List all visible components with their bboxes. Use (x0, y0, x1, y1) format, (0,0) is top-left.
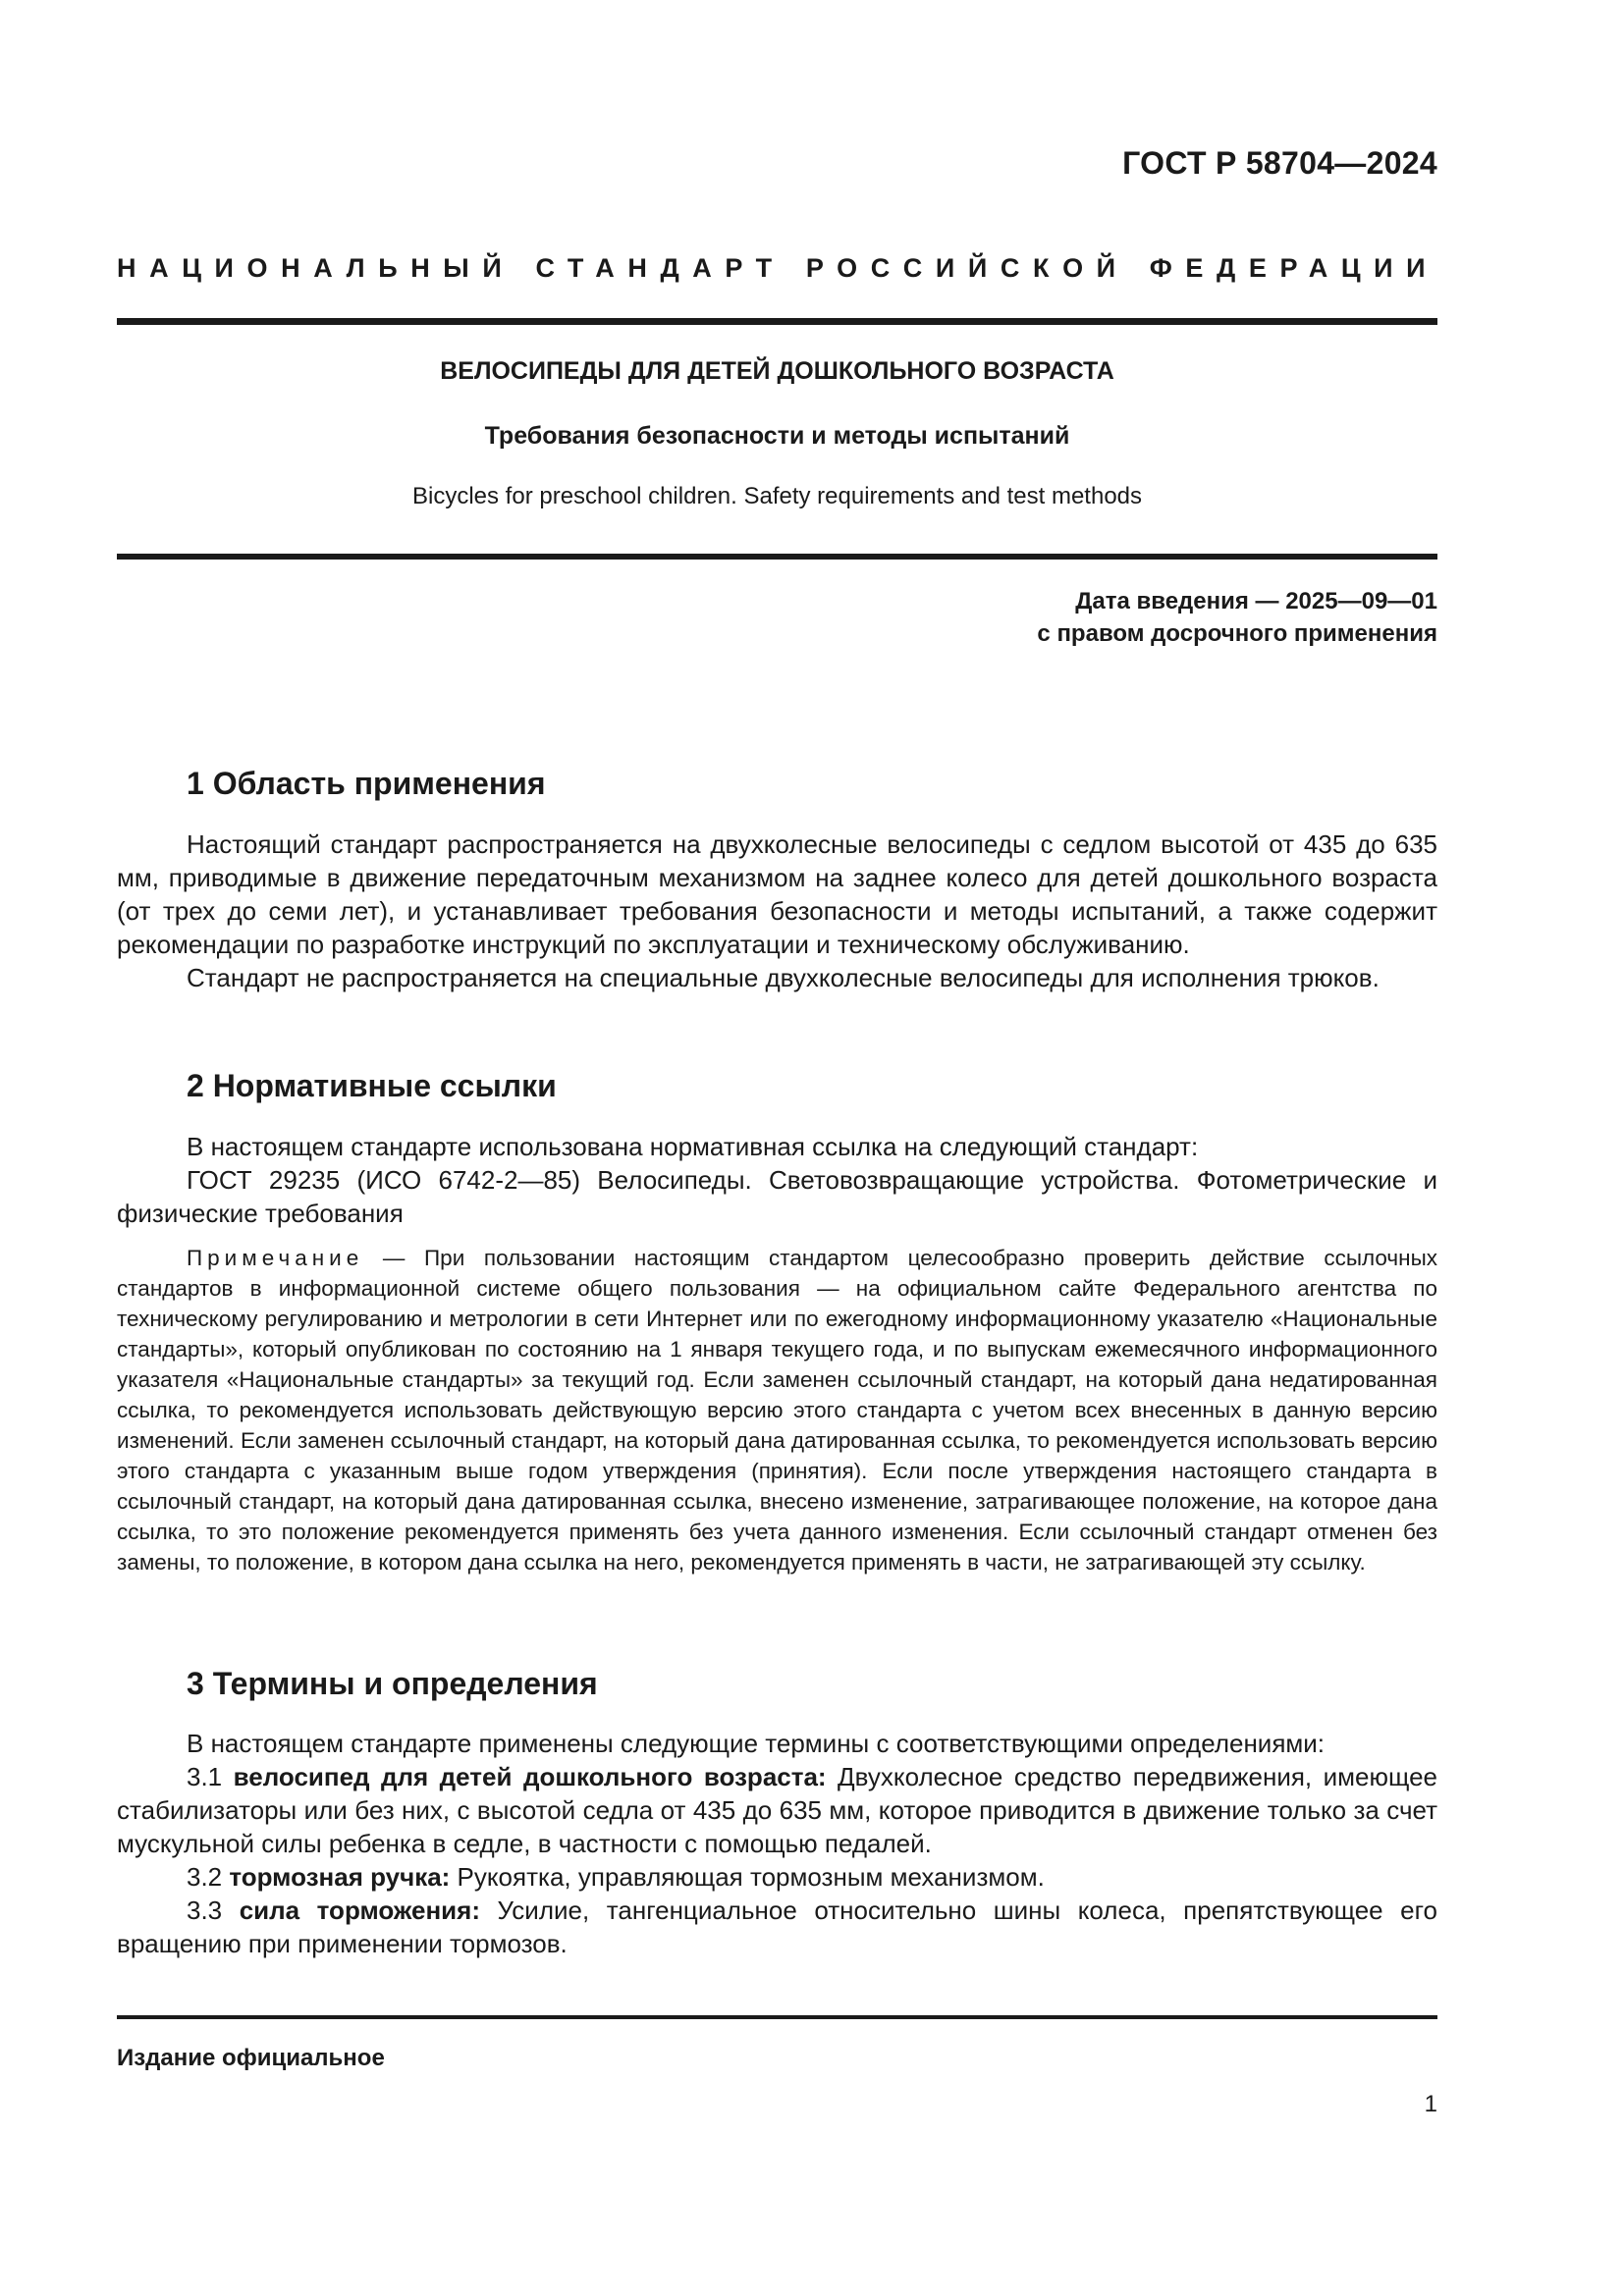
section-2-note (117, 1243, 1437, 1577)
section-3-heading: 3 Термины и определения (187, 1666, 598, 1701)
section-2-heading: 2 Нормативные ссылки (187, 1068, 557, 1103)
note-label: Примечание (187, 1246, 364, 1270)
introduction-date-line: Дата введения — 2025—09—01 (1075, 588, 1437, 614)
section-2-reference: ГОСТ 29235 (ИСО 6742-2—85) Велосипеды. Световозвращающие устройства. Фотометрические и физические требования (117, 1165, 1437, 1228)
top-divider (117, 318, 1437, 325)
section-1-paragraph-2: Стандарт не распространяется на специальные двухколесные велосипеды для исполнения трюков. (187, 963, 1380, 992)
document-title: ВЕЛОСИПЕДЫ ДЛЯ ДЕТЕЙ ДОШКОЛЬНОГО ВОЗРАСТА (440, 357, 1114, 385)
section-1-paragraph-1: Настоящий стандарт распространяется на двухколесные велосипеды с седлом высотой от 435 до 635 мм, приводимые в движение передаточным механизмом на заднее колесо для детей дошкольного возраста (от трех до семи лет), и устанавливает требования безопасности и методы испытаний, а также содержит рекомендации по разработке инструкций по эксплуатации и техническому обслуживанию. (117, 829, 1437, 959)
term-3-1: 3.1 велосипед для детей дошкольного возраста: Двухколесное средство передвижения, имеющее стабилизаторы или без них, с высотой седла от 435 до 635 мм, которое приводится в движение только за счет мускульной силы ребенка в седле, в частности с помощью педалей. (117, 1762, 1437, 1858)
standard-designation: ГОСТ Р 58704—2024 (1122, 145, 1437, 181)
footer-divider (117, 2015, 1437, 2019)
national-standard-banner: НАЦИОНАЛЬНЫЙ СТАНДАРТ РОССИЙСКОЙ ФЕДЕРАЦИИ (117, 253, 1439, 283)
section-3-intro: В настоящем стандарте применены следующие термины с соответствующими определениями: (187, 1729, 1326, 1758)
introduction-date (1037, 585, 1437, 650)
document-subtitle: Требования безопасности и методы испытаний (484, 422, 1070, 450)
term-name: тормозная ручка: (229, 1862, 451, 1892)
term-3-2: 3.2 тормозная ручка: Рукоятка, управляющая тормозным механизмом. (187, 1862, 1045, 1892)
english-title: Bicycles for preschool children. Safety requirements and test methods (411, 483, 1143, 509)
official-edition-label: Издание официальное (117, 2045, 385, 2071)
section-1-heading: 1 Область применения (187, 766, 546, 801)
note-text: — При пользовании настоящим стандартом целесообразно проверить действие ссылочных стандартов в информационной системе общего пользования — на официальном сайте Федерального агентства по техническому регулированию и метрологии в сети Интернет или по ежегодному информационному указателю «Национальные стандарты», который опубликован по состоянию на 1 января текущего года, и по выпускам ежемесячного информационного указателя «Национальные стандарты» за текущий год. Если заменен ссылочный стандарт, на который дана недатированная ссылка, то рекомендуется использовать действующую версию этого стандарта с учетом всех внесенных в данную версию изменений. Если заменен ссылочный стандарт, на который дана датированная ссылка, то рекомендуется использовать версию этого стандарта с указанным выше годом утверждения (принятия). Если после утверждения настоящего стандарта в ссылочный стандарт, на который дана датированная ссылка, внесено изменение, затрагивающее положение, на которое дана ссылка, то это положение рекомендуется применять без учета данного изменения. Если ссылочный стандарт отменен без замены, то положение, в котором дана ссылка на него, рекомендуется применять в части, не затрагивающей эту ссылку. (117, 1246, 1437, 1575)
term-name: велосипед для детей дошкольного возраста: (233, 1762, 827, 1791)
term-name: сила торможения: (239, 1896, 480, 1925)
term-3-3: 3.3 сила торможения: Усилие, тангенциальное относительно шины колеса, препятствующее его вращению при применении тормозов. (117, 1896, 1437, 1958)
early-application-line: с правом досрочного применения (1037, 620, 1437, 647)
title-divider (117, 554, 1437, 560)
section-2-paragraph-1: В настоящем стандарте использована нормативная ссылка на следующий стандарт: (187, 1132, 1199, 1161)
page-number: 1 (1424, 2091, 1437, 2117)
